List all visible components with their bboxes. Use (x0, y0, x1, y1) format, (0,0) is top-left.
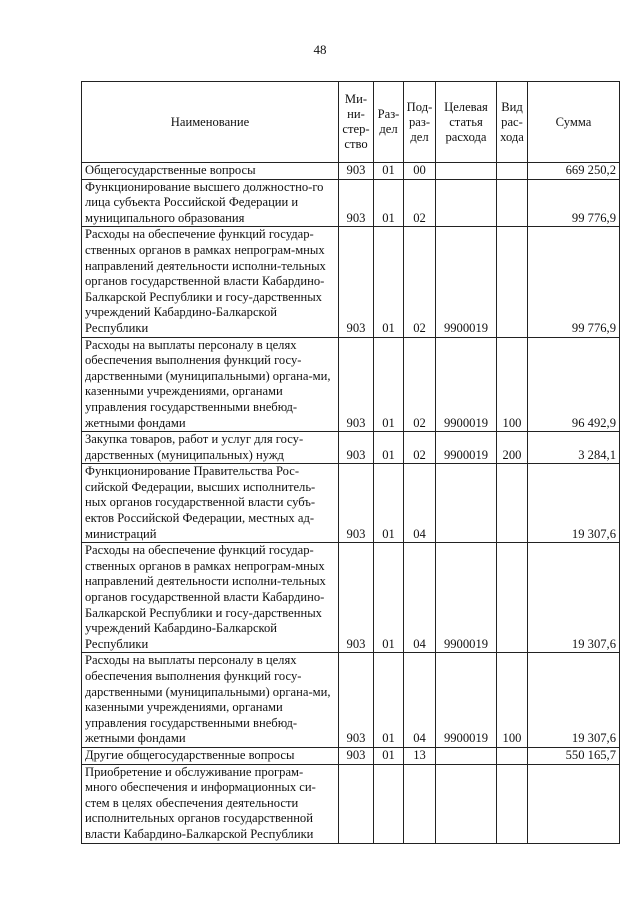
row-section: 01 (374, 653, 404, 748)
header-name: Наименование (82, 82, 339, 163)
row-section: 01 (374, 227, 404, 337)
row-name: Функционирование высшего должностно-го лица субъекта Российской Федерации и муниципального образования (82, 179, 339, 227)
row-expense-type: 100 (497, 337, 528, 432)
row-target (436, 764, 497, 843)
row-ministry: 903 (339, 432, 374, 464)
row-ministry: 903 (339, 227, 374, 337)
budget-table (81, 81, 620, 844)
header-section: Раз- дел (374, 82, 404, 163)
row-target (436, 464, 497, 543)
header-ministry: Ми- ни- стер- ство (339, 82, 374, 163)
row-expense-type (497, 747, 528, 764)
row-name: Общегосударственные вопросы (82, 163, 339, 180)
row-expense-type (497, 764, 528, 843)
table-row (82, 163, 620, 180)
row-subsection: 04 (404, 464, 436, 543)
row-subsection: 04 (404, 653, 436, 748)
row-subsection (404, 764, 436, 843)
row-amount: 3 284,1 (528, 432, 620, 464)
row-target (436, 179, 497, 227)
row-amount: 669 250,2 (528, 163, 620, 180)
row-amount: 19 307,6 (528, 464, 620, 543)
table-row (82, 432, 620, 464)
row-name: Приобретение и обслуживание програм-много обеспечения и информационных си-стем в целях обеспечения деятельности исполнительных органов государственной власти Кабардино-Балкарской Республики (82, 764, 339, 843)
row-target: 9900019 (436, 653, 497, 748)
row-section: 01 (374, 543, 404, 653)
row-amount: 19 307,6 (528, 543, 620, 653)
table-row (82, 179, 620, 227)
row-target: 9900019 (436, 227, 497, 337)
page-number: 48 (313, 42, 327, 57)
row-expense-type (497, 543, 528, 653)
row-amount: 99 776,9 (528, 227, 620, 337)
row-ministry: 903 (339, 464, 374, 543)
table-row (82, 747, 620, 764)
row-section: 01 (374, 464, 404, 543)
row-ministry: 903 (339, 747, 374, 764)
row-subsection: 02 (404, 337, 436, 432)
row-target: 9900019 (436, 337, 497, 432)
table-header-row (82, 82, 620, 163)
table-row (82, 227, 620, 337)
row-section: 01 (374, 747, 404, 764)
row-section (374, 764, 404, 843)
table-row (82, 337, 620, 432)
table-row (82, 464, 620, 543)
row-expense-type (497, 163, 528, 180)
row-target (436, 163, 497, 180)
row-ministry: 903 (339, 163, 374, 180)
row-target: 9900019 (436, 432, 497, 464)
row-ministry: 903 (339, 653, 374, 748)
row-section: 01 (374, 337, 404, 432)
header-expense-type: Вид рас- хода (497, 82, 528, 163)
row-section: 01 (374, 432, 404, 464)
row-ministry (339, 764, 374, 843)
row-subsection: 02 (404, 227, 436, 337)
header-target: Целевая статья расхода (436, 82, 497, 163)
table-row (82, 543, 620, 653)
row-expense-type (497, 179, 528, 227)
row-name: Расходы на обеспечение функций государ-ственных органов в рамках непрограм-мных направлений деятельности исполни-тельных органов государственной власти Кабардино-Балкарской Республики и госу-дарственных учреждений Кабардино-Балкарской Республики (82, 543, 339, 653)
row-target: 9900019 (436, 543, 497, 653)
row-amount: 99 776,9 (528, 179, 620, 227)
row-ministry: 903 (339, 543, 374, 653)
row-subsection: 02 (404, 179, 436, 227)
row-ministry: 903 (339, 337, 374, 432)
row-amount: 19 307,6 (528, 653, 620, 748)
row-section: 01 (374, 179, 404, 227)
row-subsection: 13 (404, 747, 436, 764)
row-name: Другие общегосударственные вопросы (82, 747, 339, 764)
row-name: Расходы на выплаты персоналу в целях обеспечения выполнения функций госу-дарственными (муниципальными) органа-ми, казенными учреждениями, органами управления государственными внебюд-жетными фондами (82, 653, 339, 748)
row-amount: 550 165,7 (528, 747, 620, 764)
row-subsection: 04 (404, 543, 436, 653)
row-name: Функционирование Правительства Рос-сийской Федерации, высших исполнитель-ных органов государственной власти субъ-ектов Российской Федерации, местных ад-министраций (82, 464, 339, 543)
row-expense-type (497, 227, 528, 337)
row-amount: 96 492,9 (528, 337, 620, 432)
row-expense-type (497, 464, 528, 543)
row-name: Закупка товаров, работ и услуг для госу-дарственных (муниципальных) нужд (82, 432, 339, 464)
row-section: 01 (374, 163, 404, 180)
header-amount: Сумма (528, 82, 620, 163)
row-name: Расходы на выплаты персоналу в целях обеспечения выполнения функций госу-дарственными (муниципальными) органа-ми, казенными учреждениями, органами управления государственными внебюд-жетными фондами (82, 337, 339, 432)
row-name: Расходы на обеспечение функций государ-ственных органов в рамках непрограм-мных направлений деятельности исполни-тельных органов государственной власти Кабардино-Балкарской Республики и госу-дарственных учреждений Кабардино-Балкарской Республики (82, 227, 339, 337)
row-ministry: 903 (339, 179, 374, 227)
row-subsection: 00 (404, 163, 436, 180)
header-subsection: Под- раз- дел (404, 82, 436, 163)
row-amount (528, 764, 620, 843)
row-subsection: 02 (404, 432, 436, 464)
row-target (436, 747, 497, 764)
table-row (82, 764, 620, 843)
row-expense-type: 200 (497, 432, 528, 464)
row-expense-type: 100 (497, 653, 528, 748)
table-row (82, 653, 620, 748)
